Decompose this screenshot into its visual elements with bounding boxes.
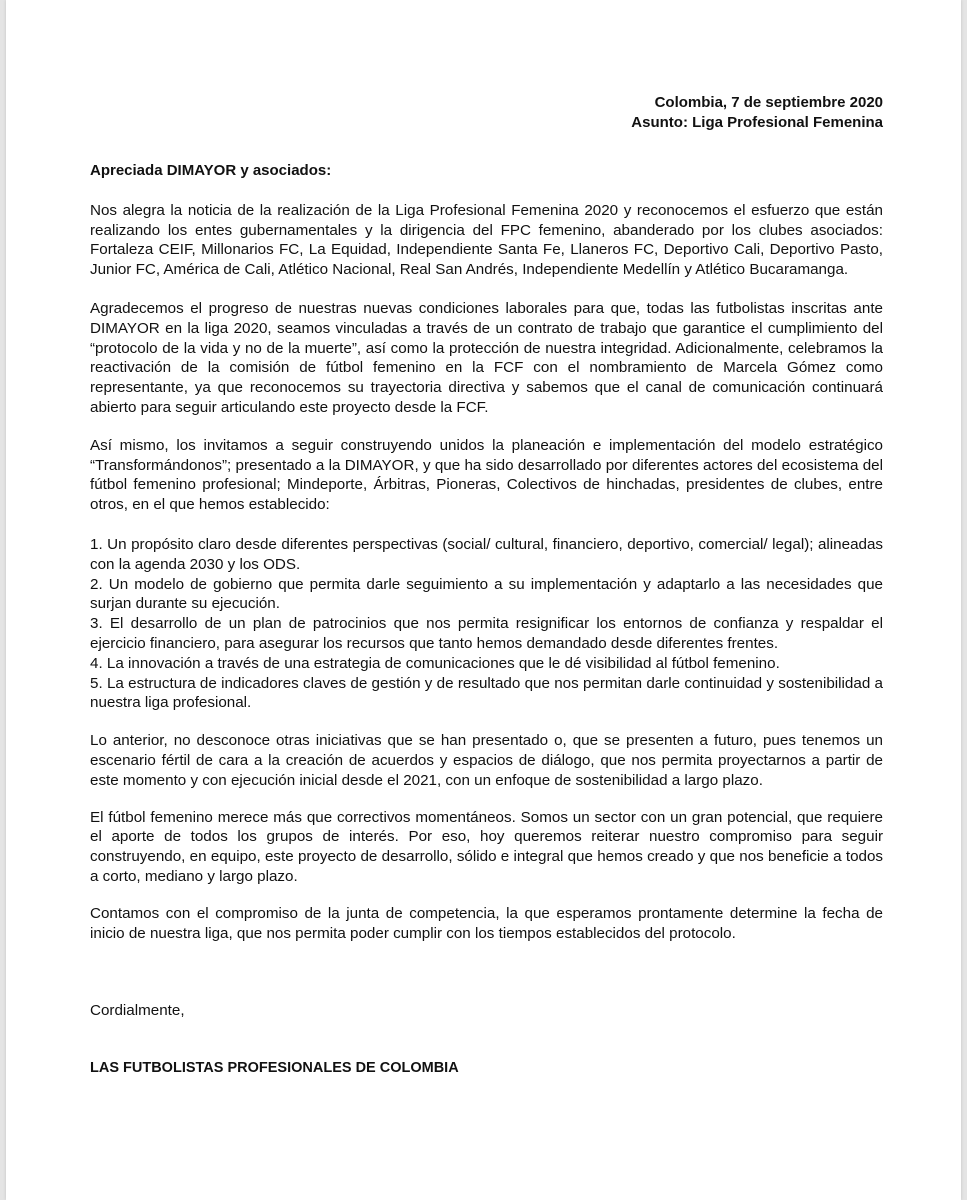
signature: LAS FUTBOLISTAS PROFESIONALES DE COLOMBIA	[90, 1060, 459, 1077]
closing-phrase: Cordialmente,	[90, 1002, 185, 1020]
list-item: 1. Un propósito claro desde diferentes perspectivas (social/ cultural, financiero, deportivo, comercial/ legal); alineadas con la agenda 2030 y los ODS.	[90, 535, 883, 573]
subject-line: Asunto: Liga Profesional Femenina	[631, 114, 883, 131]
document-page	[6, 0, 961, 1200]
paragraph-initiatives: Lo anterior, no desconoce otras iniciativas que se han presentado o, que se presenten a futuro, pues tenemos un escenario fértil de cara a la creación de acuerdos y espacios de diálogo, que nos permita proyectarnos a partir de este momento y con ejecución inicial desde el 2021, con un enfoque de sostenibilidad a largo plazo.	[90, 732, 883, 789]
paragraph-commitment: El fútbol femenino merece más que correctivos momentáneos. Somos un sector con un gran potencial, que requiere el aporte de todos los grupos de interés. Por eso, hoy queremos reiterar nuestro compromiso para seguir construyendo, en equipo, este proyecto de desarrollo, sólido e integral que hemos creado y que nos beneficie a todos a corto, mediano y largo plazo.	[90, 808, 883, 885]
salutation: Apreciada DIMAYOR y asociados:	[90, 162, 332, 179]
numbered-list	[90, 535, 883, 713]
date-line: Colombia, 7 de septiembre 2020	[654, 94, 883, 111]
paragraph-gratitude: Agradecemos el progreso de nuestras nuevas condiciones laborales para que, todas las futbolistas inscritas ante DIMAYOR en la liga 2020, seamos vinculadas a través de un contrato de trabajo que garantice el cumplimiento del “protocolo de la vida y no de la muerte”, así como la protección de nuestra integridad. Adicionalmente, celebramos la reactivación de la comisión de fútbol femenino en la FCF con el nombramiento de Marcela Gómez como representante, ya que reconocemos su trayectoria directiva y sabemos que el canal de comunicación continuará abierto para seguir articulando este proyecto desde la FCF.	[90, 299, 883, 416]
paragraph-intro: Nos alegra la noticia de la realización de la Liga Profesional Femenina 2020 y reconocemos el esfuerzo que están realizando los entes gubernamentales y la dirigencia del FPC femenino, abanderado por los clubes asociados: Fortaleza CEIF, Millonarios FC, La Equidad, Independiente Santa Fe, Llaneros FC, Deportivo Cali, Deportivo Pasto, Junior FC, América de Cali, Atlético Nacional, Real San Andrés, Independiente Medellín y Atlético Bucaramanga.	[90, 201, 883, 279]
list-item: 2. Un modelo de gobierno que permita darle seguimiento a su implementación y adaptarlo a las necesidades que surjan durante su ejecución.	[90, 575, 883, 613]
letter-body	[90, 93, 883, 1079]
list-item: 3. El desarrollo de un plan de patrocinios que nos permita resignificar los entornos de confianza y respaldar el ejercicio financiero, para asegurar los recursos que tanto hemos demandado desde diferentes frentes.	[90, 615, 883, 652]
paragraph-competition: Contamos con el compromiso de la junta de competencia, la que esperamos prontamente determine la fecha de inicio de nuestra liga, que nos permita poder cumplir con los tiempos establecidos del protocolo.	[90, 904, 883, 942]
paragraph-invitation: Así mismo, los invitamos a seguir construyendo unidos la planeación e implementación del modelo estratégico “Transformándonos”; presentado a la DIMAYOR, y que ha sido desarrollado por diferentes actores del ecosistema del fútbol femenino profesional; Mindeporte, Árbitras, Pioneras, Colectivos de hinchadas, presidentes de clubes, entre otros, en el que hemos establecido:	[90, 436, 883, 514]
letter-header	[90, 93, 883, 133]
list-item: 4. La innovación a través de una estrategia de comunicaciones que le dé visibilidad al fútbol femenino.	[90, 654, 780, 672]
list-item: 5. La estructura de indicadores claves de gestión y de resultado que nos permitan darle continuidad y sostenibilidad a nuestra liga profesional.	[90, 674, 883, 712]
